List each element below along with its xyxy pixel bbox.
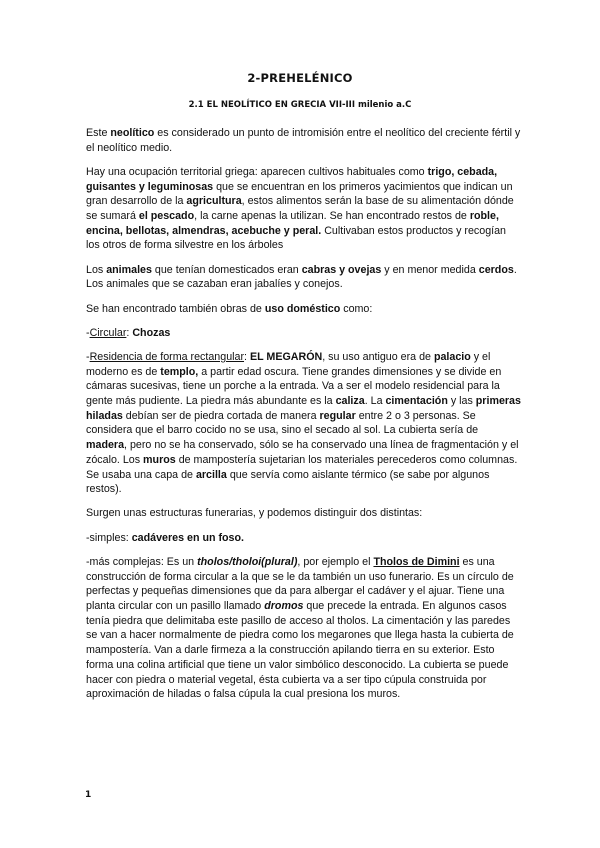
bold-term: EL MEGARÓN [249, 350, 323, 363]
bold-term: el pescado [138, 210, 195, 223]
text-run: Se han encontrado también obras de [86, 302, 265, 315]
paragraph-domestic-works [86, 302, 522, 317]
text-run: : [126, 326, 133, 339]
paragraph-animals [86, 263, 522, 292]
paragraph-neolithic-intro [86, 126, 522, 155]
text-run: que tenían domesticados eran [151, 263, 302, 276]
text-run: y las [447, 395, 476, 408]
bold-term: uso doméstico [264, 302, 341, 315]
bold-term: primeras hiladas [86, 395, 521, 422]
text-run: : [244, 350, 250, 363]
bold-term: muros [143, 453, 176, 466]
paragraph-megaron [86, 350, 522, 497]
section-heading: 2.1 EL NEOLÍTICO EN GRECIA VII-III milenio a.C [188, 100, 412, 110]
text-run: que se encuentran en los primeros yacimientos que indican un gran desarrollo de la [86, 180, 513, 208]
underlined-term: Residencia de forma rectangular [89, 350, 245, 363]
bold-term: caliza [335, 395, 365, 408]
bold-term: agricultura [186, 195, 242, 208]
bold-italic-term: tholos/tholoi(plural) [197, 555, 298, 568]
text-run: que servía como aislante térmico (se sabe por algunos restos). [86, 468, 490, 496]
text-run: y en menor medida [381, 263, 479, 276]
text-run: a partir edad oscura. Tiene grandes dimensiones y se divide en cámaras sucesivas, tiene un porche a la entrada. Va a ser el modelo residencial para la gente más pudiente. La piedra más abundante es la [86, 365, 502, 408]
text-run: como: [340, 302, 373, 315]
bold-term: templo, [160, 365, 199, 378]
bold-term: cabras y ovejas [301, 263, 382, 276]
paragraph-tholos [86, 555, 522, 702]
bold-term: regular [319, 409, 356, 422]
text-run: -más complejas: Es un [86, 555, 198, 568]
paragraph-circular [86, 326, 522, 341]
text-run: , pero no se ha conservado, sólo se ha conservado una línea de fragmentación y el zócalo. Los [86, 439, 519, 466]
bold-term: trigo, cebada, guisantes y leguminosas [86, 165, 498, 193]
text-run: - [86, 350, 90, 363]
text-run: debían ser de piedra cortada de manera [122, 409, 320, 422]
bold-term: cadáveres en un foso. [131, 531, 244, 544]
paragraph-simple-burials [86, 531, 522, 546]
bold-term: Chozas [132, 326, 171, 339]
text-run: Este [86, 127, 111, 139]
text-run: y el moderno es de [86, 350, 491, 378]
bold-term: neolítico [110, 127, 155, 139]
bold-term: animales [106, 263, 152, 276]
text-run: Hay una ocupación territorial griega: aparecen cultivos habituales como [86, 165, 428, 178]
page-number: 1 [85, 790, 92, 800]
bold-term: cerdos [478, 263, 514, 276]
text-run: es considerado un punto de intromisión entre el neolítico del creciente fértil y el neolítico medio. [86, 127, 521, 154]
text-run: Cultivaban estos productos y recogían los otros de forma silvestre en los árboles [86, 224, 506, 252]
bold-term: palacio [433, 350, 471, 363]
text-run: . La [364, 395, 386, 408]
text-run: - [86, 326, 90, 339]
bold-italic-term: dromos [264, 599, 304, 612]
text-run: Los [86, 263, 107, 276]
text-run: es una construcción de forma circular a la que se le da también un uso funerario. Es un círculo de perfectas y pequeñas dimensiones que da para albergar el cadáver y el ajuar. Tiene una planta circular con un pasillo llamado [86, 555, 514, 612]
bold-term: madera [86, 439, 125, 452]
bold-term: arcilla [195, 468, 227, 481]
text-run: , por ejemplo el [297, 555, 374, 568]
bold-underlined-term: Tholos de Dimini [373, 555, 460, 568]
text-run: , su uso antiguo era de [322, 350, 434, 363]
text-run: , la carne apenas la utilizan. Se han encontrado restos de [194, 210, 470, 223]
paragraph-agriculture [86, 165, 522, 253]
bold-term: roble, encina, bellotas, almendras, acebuche y peral. [86, 210, 499, 237]
text-run: que precede la entrada. En algunos casos tenía piedra que delimitaba este pasillo de acceso al tholos. La cimentación y las paredes se van a hacer normalmente de piedra como los megarones que llega hasta la cubierta de mampostería. Van a darle firmeza a la construcción apilando tierra en su exterior. Esto forma una colina artificial que tiene un valor simbólico desconocido. La cubierta se puede hacer con piedra o material vegetal, ésta cubierta va a ser tipo cúpula construida por aproximación de hiladas o falsa cúpula la cual presiona los muros. [86, 599, 514, 701]
text-run: de mampostería sujetarian los materiales perecederos como columnas. Se usaba una capa de [86, 453, 518, 481]
underlined-term: Circular [89, 326, 127, 339]
text-run: . Los animales que se cazaban eran jabalíes y conejos. [86, 263, 517, 291]
text-run: , estos alimentos serán la base de su alimentación dónde se sumará [86, 195, 514, 223]
paragraph-funerary-intro [86, 506, 522, 521]
text-run: Surgen unas estructuras funerarias, y podemos distinguir dos distintas: [86, 507, 423, 520]
document-body [86, 126, 522, 711]
page-title: 2-PREHELÉNICO [247, 71, 353, 85]
bold-term: cimentación [385, 395, 448, 408]
text-run: -simples: [86, 531, 132, 544]
text-run: entre 2 o 3 personas. Se considera que el barro cocido no se usa, sino el secado al sol. La cubierta sería de [86, 409, 479, 437]
